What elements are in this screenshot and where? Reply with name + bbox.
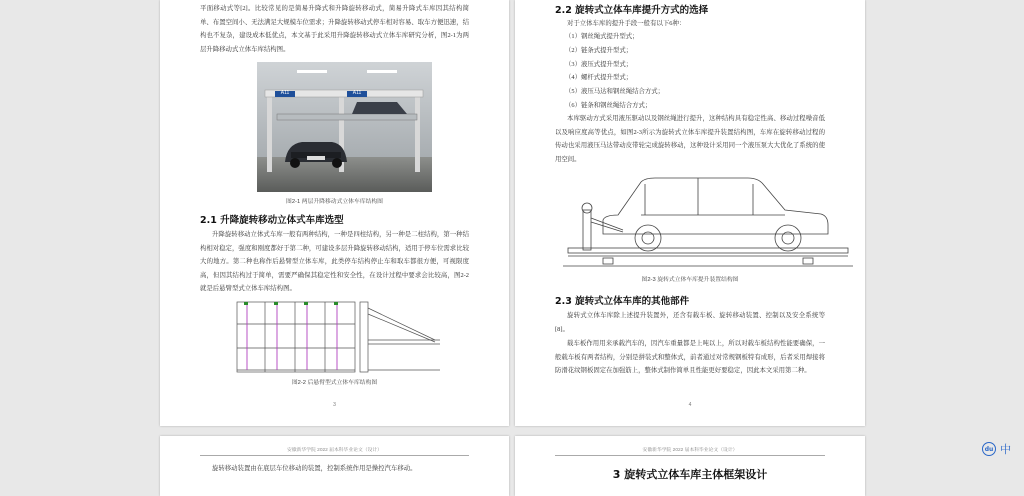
cantilever-garage-drawing [235, 300, 445, 374]
components-paragraph: 旋转式立体车库除上述提升装置外，还含有载车板、旋转移动装置、控制以及安全系统等[8]。 [555, 312, 825, 333]
cantilever-garage-graphic [235, 300, 445, 374]
figure-caption-2-2: 图2-2 后悬臂型式立体车库结构图 [291, 380, 378, 386]
chapter-heading-3: 3 旋转式立体车库主体框架设计 [612, 468, 768, 481]
running-header: 安徽新华学院 2022 届本科毕业论文（设计） [555, 446, 825, 456]
photo-sign-left: A11 [280, 90, 290, 96]
section-2-1-paragraph: 升降旋转移动立体式车库一般有两种结构，一种是四柱结构，另一种是二柱结构，第一种结构相对稳定，强度和刚度都好于第二种，可建设多层升降旋转移动结构，适用于停车位需求比较大的地方。第二种也称作后悬臂型立体车库，此类停车结构停止车和取车都很方便，可视限度高，但因其结构过于简单，需要严确保其稳定性和安全性，在设计过程中要求会比较高，图2-2就是后悬臂型式立体车库结构图。 [200, 231, 469, 293]
list-item: （3）液压式提升型式； [565, 60, 633, 68]
document-page-1 [160, 0, 509, 426]
section-heading-2-2: 2.2 旋转式立体车库提升方式的选择 [555, 5, 709, 16]
garage-photo [257, 62, 432, 192]
translate-toolbar[interactable] [982, 440, 1024, 458]
list-item: （2）链条式提升型式； [565, 46, 633, 54]
figure-caption-2-3: 图2-3 旋转式立体车库提升装置结构图 [641, 277, 739, 283]
page-number: 4 [688, 402, 692, 408]
page-number: 3 [333, 402, 336, 408]
page3-paragraph: 旋转移动装置由在底层车位移动的装置，控制系统作用是操控汽车移动。 [212, 465, 417, 472]
baidu-logo-icon[interactable]: du [982, 442, 996, 456]
list-item: （6）链条和钢丝绳结合方式； [565, 101, 652, 109]
lift-methods-list [565, 30, 825, 113]
list-item: （5）液压马达和钢丝绳结合方式； [565, 88, 665, 96]
photo-sign-right: A11 [352, 90, 362, 96]
list-item: （4）螺杆式提升型式； [565, 74, 633, 82]
document-page-4 [515, 436, 865, 496]
drive-method-paragraph: 本库驱动方式采用液压驱动以及钢丝绳进行提升，这种结构具有稳定性高、移动过程噪音低以及响应度高等优点，如图2-3所示为旋转式立体车库提升装置结构图，车库在旋转移动过程的传动也采用液压马达带动皮带轮完成旋转移动，这种设计采用同一个液压泵大大优化了系统的使用空间。 [555, 115, 825, 163]
lift-methods-intro: 对于立体车库的提升手段一般有以下6种： [567, 20, 686, 27]
lift-device-drawing [563, 170, 853, 270]
section-heading-2-3: 2.3 旋转式立体车库的其他部件 [555, 296, 690, 307]
section-heading-2-1: 2.1 升降旋转移动立体式车库选型 [200, 215, 344, 226]
list-item: （1）钢丝绳式提升型式； [565, 33, 639, 40]
figure-caption-2-1: 图2-1 两层升降移动式立体车库结构图 [286, 199, 383, 205]
carrier-plate-paragraph: 载车板作用用来承载汽车的，因汽车重量都是上吨以上，所以对载车板结构性能要确保，一般载车板有两者结构，分别是拼装式和整体式，前者通过对常规钢板特有成形，后者采用焊接将防滑花纹钢板固定在加强筋上，整体式制作简单且性能更好要稳定，因此本文采用第二种。 [555, 340, 825, 375]
document-page-2 [515, 0, 865, 426]
document-page-3 [160, 436, 509, 496]
language-toggle[interactable]: 中 [1000, 443, 1011, 456]
garage-photo-graphic [257, 62, 432, 192]
running-header: 安徽新华学院 2022 届本科毕业论文（设计） [200, 446, 469, 456]
intro-paragraph: 平面移动式等[2]。比较常见的是简易升降式和升降旋转移动式，简易升降式车库因其结构简单、布置空间小、无法满足大规模车位需求；升降旋转移动式停车相对容易、取车方便迅速，结构也不复杂，建设成本低优点，本文基于此采用升降旋转移动式立体车库研究分析，图2-1为两层升降移动式立体车库结构图。 [200, 5, 469, 53]
lift-device-graphic [563, 170, 853, 270]
